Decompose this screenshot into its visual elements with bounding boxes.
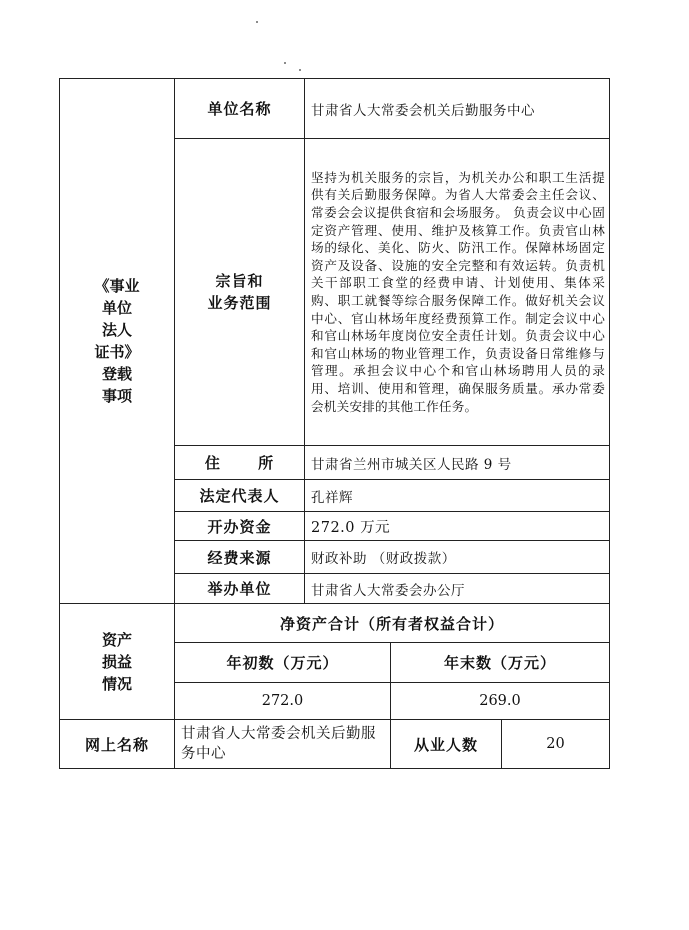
online-name-label: 网上名称 xyxy=(60,720,175,769)
staff-count-value: 20 xyxy=(502,720,610,769)
begin-year-label: 年初数（万元） xyxy=(175,643,391,683)
purpose-label xyxy=(175,139,305,446)
sponsor-value: 甘肃省人大常委会办公厅 xyxy=(305,574,610,604)
capital-label: 开办资金 xyxy=(175,512,305,541)
purpose-value: 坚持为机关服务的宗旨，为机关办公和职工生活提供有关后勤服务保障。为省人大常委会主任会议、常委会会议提供食宿和会场服务。 负责会议中心固定资产管理、使用、维护及核算工作。负责官山林场的绿化、美化、防火、防汛工作。保障林场固定资产及设备、设施的安全完整和有效运转。负责机关干部职工食堂的经费申请、计划使用、集体采购、职工就餐等综合服务保障工作。做好机关会议中心、官山林场年度经费预算工作。制定会议中心和官山林场年度岗位安全责任计划。负责会议中心和官山林场的物业管理工作，负责设备日常维修与管理。承担会议中心个和官山林场聘用人员的录用、培训、使用和管理，确保服务质量。承办常委会机关安排的其他工作任务。 xyxy=(305,139,610,446)
address-label: 住 所 xyxy=(175,446,305,480)
end-year-value: 269.0 xyxy=(391,683,610,720)
side-label-line: 证书》 xyxy=(94,343,140,361)
capital-value: 272.0 万元 xyxy=(305,512,610,541)
side-label-line: 登载 xyxy=(101,365,132,383)
net-assets-header-row xyxy=(60,604,610,643)
sponsor-label: 举办单位 xyxy=(175,574,305,604)
side-label-line: 《事业 xyxy=(94,277,140,295)
side-label-line: 法人 xyxy=(101,321,132,339)
legal-rep-value: 孔祥辉 xyxy=(305,480,610,512)
funding-value: 财政补助 （财政拨款） xyxy=(305,541,610,574)
registration-table xyxy=(59,78,610,769)
certificate-section-label xyxy=(60,79,175,604)
legal-rep-label: 法定代表人 xyxy=(175,480,305,512)
unit-name-label: 单位名称 xyxy=(175,79,305,139)
address-value: 甘肃省兰州市城关区人民路 9 号 xyxy=(305,446,610,480)
side-label-line: 损益 xyxy=(101,652,132,671)
side-label-line: 资产 xyxy=(101,630,132,649)
online-name-row xyxy=(60,720,610,769)
scan-speck xyxy=(284,62,286,64)
assets-section-label xyxy=(60,604,175,720)
online-name-value: 甘肃省人大常委会机关后勤服务中心 xyxy=(175,720,391,769)
scan-speck xyxy=(299,69,301,71)
unit-name-row xyxy=(60,79,610,139)
side-label-line: 情况 xyxy=(101,674,132,693)
funding-label: 经费来源 xyxy=(175,541,305,574)
side-label-line: 事项 xyxy=(101,387,132,405)
side-label-line: 单位 xyxy=(101,299,132,317)
end-year-label: 年末数（万元） xyxy=(391,643,610,683)
staff-count-label: 从业人数 xyxy=(391,720,502,769)
purpose-label-line: 业务范围 xyxy=(207,294,272,312)
net-assets-header: 净资产合计（所有者权益合计） xyxy=(175,604,610,643)
purpose-label-line: 宗旨和 xyxy=(215,272,264,290)
unit-name-value: 甘肃省人大常委会机关后勤服务中心 xyxy=(305,79,610,139)
begin-year-value: 272.0 xyxy=(175,683,391,720)
scan-speck xyxy=(256,21,258,23)
